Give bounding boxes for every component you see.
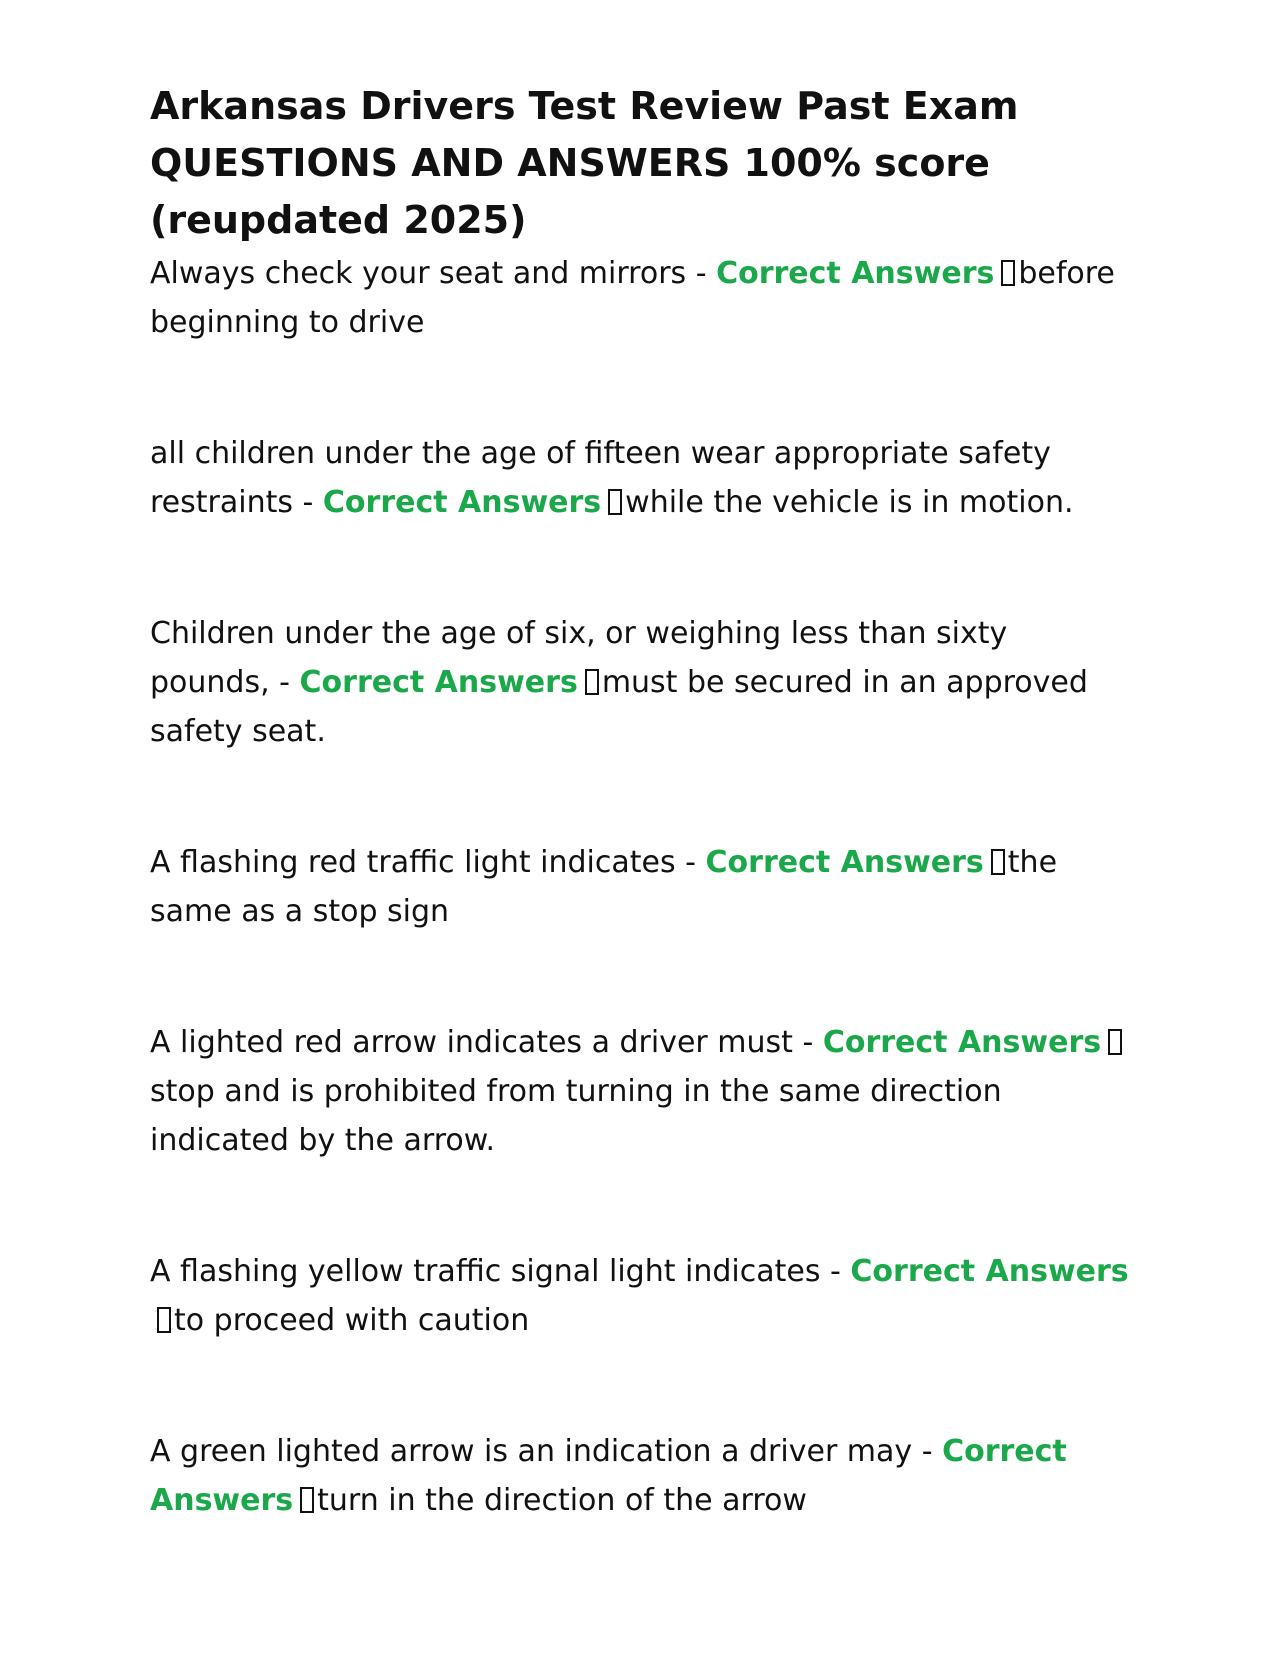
correct-answers-label: Correct Answers — [850, 1254, 1129, 1289]
correct-answers-label: Correct Answers — [716, 256, 995, 291]
question-text: all children under the age of fifteen wear appropriate safety restraints - — [150, 436, 1051, 520]
question-text: A flashing red traffic light indicates - — [150, 845, 706, 880]
correct-answers-label: Correct Answers — [822, 1025, 1102, 1060]
answer-text: the same as a stop sign — [150, 845, 1058, 929]
question-text: A flashing yellow traffic signal light indicates - — [150, 1254, 851, 1289]
qa-item — [150, 609, 1130, 756]
question-text: Children under the age of six, or weighing less than sixty pounds, - — [150, 616, 1008, 700]
missing-glyph-icon — [1001, 260, 1015, 286]
document-page — [150, 78, 1130, 1607]
missing-glyph-icon — [1108, 1029, 1122, 1055]
answer-text: stop and is prohibited from turning in the same direction indicated by the arrow. — [150, 1074, 1002, 1158]
question-text: A green lighted arrow is an indication a driver may - — [150, 1434, 943, 1469]
correct-answers-label: Correct Answers — [322, 485, 602, 520]
question-text: Always check your seat and mirrors - — [150, 256, 717, 291]
correct-answers-label: Correct Answers — [150, 1434, 1067, 1518]
missing-glyph-icon — [157, 1307, 171, 1333]
answer-text: while the vehicle is in motion. — [625, 485, 1074, 520]
answer-text: must be secured in an approved safety seat. — [150, 665, 1088, 749]
correct-answers-label: Correct Answers — [299, 665, 578, 700]
qa-item — [150, 429, 1130, 527]
qa-item — [150, 1018, 1130, 1165]
question-text: A lighted red arrow indicates a driver must - — [150, 1025, 823, 1060]
answer-text: before beginning to drive — [150, 256, 1115, 340]
missing-glyph-icon — [608, 489, 622, 515]
correct-answers-label: Correct Answers — [705, 845, 984, 880]
qa-item — [150, 838, 1130, 936]
qa-item — [150, 1247, 1130, 1345]
qa-item — [150, 1427, 1130, 1525]
missing-glyph-icon — [991, 849, 1005, 875]
answer-text: turn in the direction of the arrow — [317, 1483, 807, 1518]
missing-glyph-icon — [585, 669, 599, 695]
qa-item — [150, 249, 1130, 347]
document-title: Arkansas Drivers Test Review Past Exam QUESTIONS AND ANSWERS 100% score (reupdated 2025) — [150, 84, 1019, 242]
answer-text: to proceed with caution — [174, 1303, 530, 1338]
missing-glyph-icon — [300, 1487, 314, 1513]
